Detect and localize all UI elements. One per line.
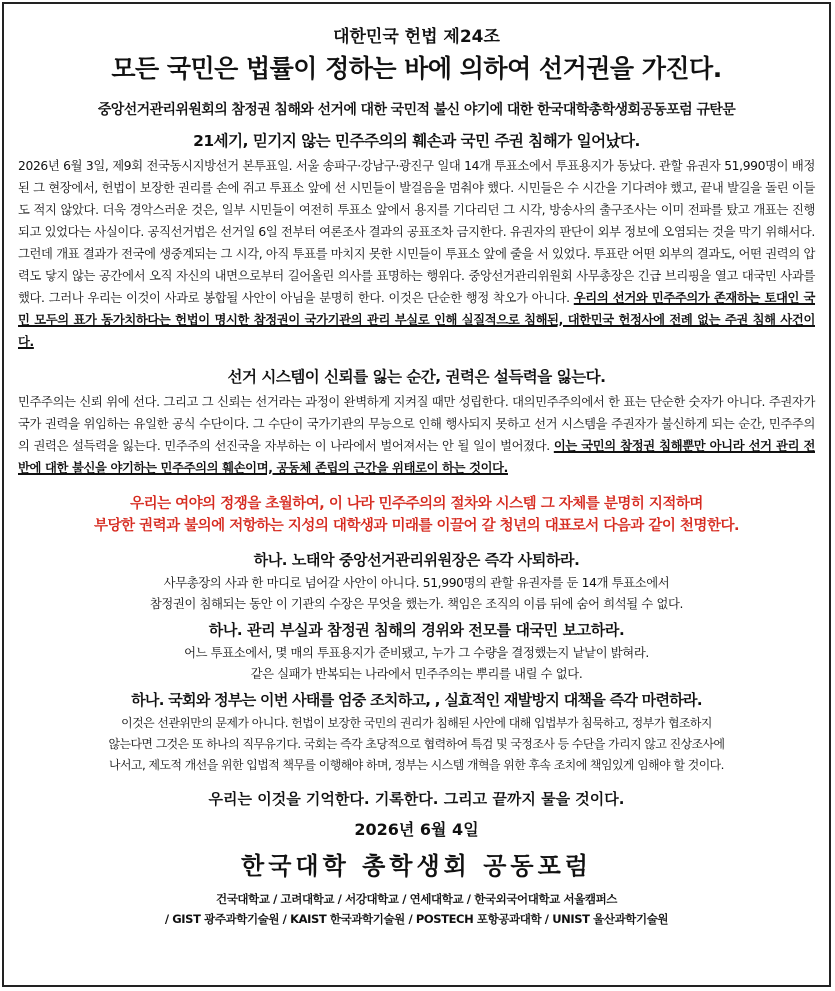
demand-2-line: 어느 투표소에서, 몇 매의 투표용지가 준비됐고, 누가 그 수량을 결정했는지 낱낱이 밝혀라. [184,646,649,660]
closing-statement: 우리는 이것을 기억한다. 기록한다. 그리고 끝까지 물을 것이다. [208,790,625,808]
member-line-2: / GIST 광주과학기술원 / KAIST 한국과학기술원 / POSTECH 포항공과대학 / UNIST 울산과학기술원 [164,912,669,926]
demand-2-line: 같은 실패가 반복되는 나라에서 민주주의는 뿌리를 내릴 수 없다. [250,667,583,681]
section1-heading: 21세기, 믿기지 않는 민주주의의 훼손과 국민 주권 침해가 일어났다. [193,132,640,150]
organization-name: 한국대학 총학생회 공동포럼 [241,852,592,880]
declaration-line-1: 우리는 여야의 정쟁을 초월하여, 이 나라 민주주의의 절차와 시스템 그 자체를 분명히 지적하며 [130,496,703,512]
declaration-line-2: 부당한 권력과 불의에 저항하는 지성의 대학생과 미래를 이끌어 갈 청년의 대표로서 다음과 같이 천명한다. [94,518,739,534]
main-headline: 모든 국민은 법률이 정하는 바에 의하여 선거권을 가진다. [111,54,722,83]
demand-2-heading: 하나. 관리 부실과 참정권 침해의 경위와 전모를 대국민 보고하라. [208,621,625,639]
statement-document [2,2,831,987]
demand-3-line: 않는다면 그것은 또 하나의 직무유기다. 국회는 즉각 초당적으로 협력하여 특검 및 국정조사 등 수단을 가리지 않고 진상조사에 [108,737,725,751]
demand-1-heading: 하나. 노태악 중앙선거관리위원장은 즉각 사퇴하라. [253,551,580,569]
member-line-1: 건국대학교 / 고려대학교 / 서강대학교 / 연세대학교 / 한국외국어대학교 서울캠퍼스 [215,892,618,906]
demand-1-line: 사무총장의 사과 한 마디로 넘어갈 사안이 아니다. 51,990명의 관할 유권자를 둔 14개 투표소에서 [163,576,670,590]
member-universities [18,889,815,929]
section1-text: 2026년 6월 3일, 제9회 전국동시지방선거 본투표일. 서울 송파구·강남구·광진구 일대 14개 투표소에서 투표용지가 동났다. 관할 유권자 51,990명이 배정된 그 현장에서, 헌법이 보장한 권리를 손에 쥐고 투표소 앞에 선 시민들이 발걸음을 멈춰야 했다. 시민들은 수 시간을 기다려야 했고, 끝내 발길을 돌린 이들도 적지 않았다. 더욱 경악스러운 것은, 일부 시민들이 여전히 투표소 앞에서 용지를 기다리던 그 시각, 방송사의 출구조사는 이미 전파를 탔고 개표는 진행되고 있었다는 사실이다. 공직선거법은 선거일 6일 전부터 여론조사 결과의 공표조차 금지한다. 유권자의 판단이 외부 정보에 오염되는 것을 막기 위해서다. 그런데 개표 결과가 전국에 생중계되는 그 시각, 아직 투표를 마치지 못한 시민들이 투표소 앞에 줄을 서 있었다. 투표란 어떤 외부의 결과도, 어떤 권력의 압력도 닿지 않는 공간에서 오직 자신의 내면으로부터 길어올린 의사를 표명하는 행위다. 중앙선거관리위원회 사무총장은 긴급 브리핑을 열고 대국민 사과를 했다. 그러나 우리는 이것이 사과로 봉합될 사안이 아님을 분명히 한다. 이것은 단순한 행정 착오가 아니다. [18,159,816,305]
section2-emphasis: 이는 국민의 참정권 침해뿐만 아니라 선거 관리 전반에 대한 불신을 야기하는 민주주의의 훼손이며, 공동체 존립의 근간을 위태로이 하는 것이다. [18,439,815,475]
constitution-article: 대한민국 헌법 제24조 [333,27,500,47]
section2-text: 민주주의는 신뢰 위에 선다. 그리고 그 신뢰는 선거라는 과정이 완벽하게 지켜질 때만 성립한다. 대의민주주의에서 한 표는 단순한 숫자가 아니다. 주권자가 국가 권력을 위임하는 유일한 공식 수단이다. 그 수단이 국가기관의 무능으로 인해 행사되지 못하고 선거 시스템을 주권자가 불신하게 되는 순간, 민주주의의 권력은 설득력을 잃는다. 민주주의 선진국을 자부하는 이 나라에서 벌어져서는 안 될 일이 벌어졌다. [18,395,815,453]
section2-body [18,391,815,479]
demand-3-body [18,713,815,776]
demand-2-body [18,643,815,685]
demand-1-body [18,573,815,615]
section1-emphasis: 우리의 선거와 민주주의가 존재하는 토대인 국민 모두의 표가 동가치하다는 헌법이 명시한 참정권이 국가기관의 관리 부실로 인해 실질적으로 침해된, 대한민국 헌정사에 전례 없는 주권 침해 사건이다. [18,291,815,349]
demand-3-line: 나서고, 제도적 개선을 위한 입법적 책무를 이행해야 하며, 정부는 시스템 개혁을 위한 후속 조치에 책임있게 임해야 할 것이다. [109,758,724,772]
demand-3-line: 이것은 선관위만의 문제가 아니다. 헌법이 보장한 국민의 권리가 침해된 사안에 대해 입법부가 침묵하고, 정부가 협조하지 [121,716,712,730]
statement-subtitle: 중앙선거관리위원회의 참정권 침해와 선거에 대한 국민적 불신 야기에 대한 한국대학총학생회공동포럼 규탄문 [97,102,736,118]
section2-heading: 선거 시스템이 신뢰를 잃는 순간, 권력은 설득력을 잃는다. [227,368,606,386]
demand-3-heading: 하나. 국회와 정부는 이번 사태를 엄중 조치하고, , 실효적인 재발방지 대책을 즉각 마련하라. [131,691,702,709]
statement-date: 2026년 6월 4일 [354,820,479,839]
section1-body [18,155,815,353]
demand-1-line: 참정권이 침해되는 동안 이 기관의 수장은 무엇을 했는가. 책임은 조직의 이름 뒤에 숨어 희석될 수 없다. [149,597,684,611]
declaration [18,493,815,537]
